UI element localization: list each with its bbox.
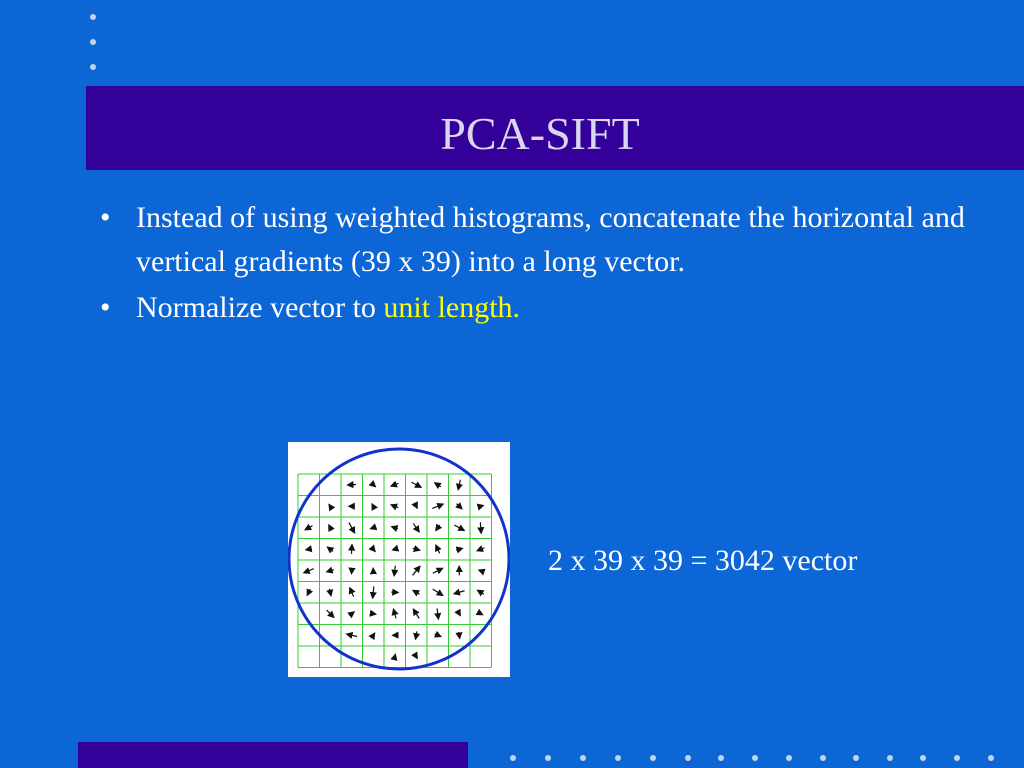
bullet-text: Instead of using weighted histograms, concatenate the horizontal and vertical gradients (39 x 39) into a long vector.	[136, 201, 965, 278]
gradient-arrow	[351, 545, 352, 554]
decorative-dot	[90, 39, 96, 45]
gradient-arrow	[393, 609, 396, 618]
gradient-arrows	[304, 480, 485, 659]
bottom-band	[78, 742, 468, 768]
gradient-arrow	[436, 545, 440, 553]
gradient-arrow	[329, 589, 331, 596]
gradient-arrow	[413, 524, 419, 532]
bullet-marker: •	[100, 291, 111, 324]
gradient-arrow	[393, 549, 397, 550]
gradient-arrow	[480, 522, 481, 533]
gradient-arrow	[392, 527, 398, 529]
gradient-arrow	[458, 480, 460, 490]
gradient-arrow	[349, 523, 355, 533]
gradient-arrow	[348, 484, 356, 485]
decorative-dot	[752, 755, 758, 761]
gradient-arrow	[415, 655, 417, 658]
gradient-arrow	[416, 631, 417, 639]
gradient-arrow	[349, 612, 354, 616]
gradient-arrow	[436, 525, 440, 530]
gradient-arrow	[456, 548, 462, 550]
decorative-dot	[820, 755, 826, 761]
gradient-arrow	[413, 590, 419, 594]
gradient-arrow	[435, 634, 441, 637]
gradient-arrow	[394, 654, 395, 659]
gradient-arrow	[371, 483, 375, 487]
decorative-dot	[545, 755, 551, 761]
gradient-grid-image	[288, 442, 510, 677]
bullet-marker: •	[100, 201, 111, 234]
gradient-arrow	[327, 570, 334, 572]
gradient-arrow	[370, 527, 376, 529]
gradient-grid-figure	[288, 442, 510, 677]
gradient-arrow	[457, 504, 462, 509]
gradient-arrow	[415, 504, 417, 508]
gradient-arrow	[372, 633, 375, 637]
gradient-arrow	[307, 589, 310, 595]
gradient-arrow	[435, 483, 441, 487]
gradient-arrow	[413, 566, 420, 575]
gradient-arrow	[327, 547, 333, 551]
gradient-arrow	[327, 610, 334, 617]
bullet-item	[96, 286, 976, 330]
gradient-arrow	[437, 608, 438, 619]
gradient-arrow	[372, 504, 374, 509]
gradient-arrow	[433, 589, 443, 595]
gradient-arrow	[391, 505, 398, 508]
gradient-arrow	[413, 609, 419, 618]
gradient-arrow	[477, 548, 484, 551]
gradient-arrow	[305, 526, 312, 530]
gradient-arrow	[394, 566, 395, 576]
gradient-arrow	[350, 588, 354, 597]
decorative-dot	[786, 755, 792, 761]
gradient-arrow	[454, 525, 464, 530]
gradient-arrow	[433, 568, 443, 573]
gradient-arrow	[458, 612, 460, 616]
gradient-arrow	[347, 634, 357, 636]
slide-title: PCA-SIFT	[440, 108, 640, 159]
gradient-arrow	[432, 504, 443, 508]
decorative-dot	[920, 755, 926, 761]
decorative-dot	[650, 755, 656, 761]
decorative-dot	[90, 14, 96, 20]
decorative-dot	[90, 64, 96, 70]
decorative-dot	[988, 755, 994, 761]
gradient-arrow	[373, 586, 374, 598]
sampling-circle	[289, 449, 509, 669]
decorative-dot	[510, 755, 516, 761]
gradient-arrow	[329, 525, 332, 531]
vector-size-equation: 2 x 39 x 39 = 3042 vector	[548, 544, 858, 577]
gradient-arrow	[329, 504, 332, 508]
decorative-dot	[853, 755, 859, 761]
decorative-dot	[954, 755, 960, 761]
bullet-text: Normalize vector to	[136, 291, 384, 324]
decorative-dot	[685, 755, 691, 761]
gradient-arrow	[351, 568, 352, 574]
decorative-dot	[718, 755, 724, 761]
gradient-arrow	[306, 549, 312, 550]
gradient-arrow	[391, 483, 399, 486]
gradient-arrow	[413, 548, 420, 550]
highlighted-text: unit length.	[383, 291, 521, 324]
bullet-list	[96, 196, 976, 332]
decorative-dot	[615, 755, 621, 761]
gradient-arrow	[304, 569, 314, 573]
gradient-arrow	[411, 482, 421, 487]
gradient-arrow	[371, 613, 376, 614]
gradient-arrow	[478, 505, 483, 507]
gradient-arrow	[479, 613, 483, 615]
gradient-arrow	[479, 570, 483, 571]
title-band	[86, 86, 1024, 170]
gradient-arrow	[477, 590, 484, 594]
bullet-item	[96, 196, 976, 284]
gradient-arrow	[459, 632, 460, 638]
gradient-arrow	[454, 591, 465, 594]
gradient-arrow	[371, 547, 375, 551]
decorative-dot	[580, 755, 586, 761]
decorative-dot	[887, 755, 893, 761]
